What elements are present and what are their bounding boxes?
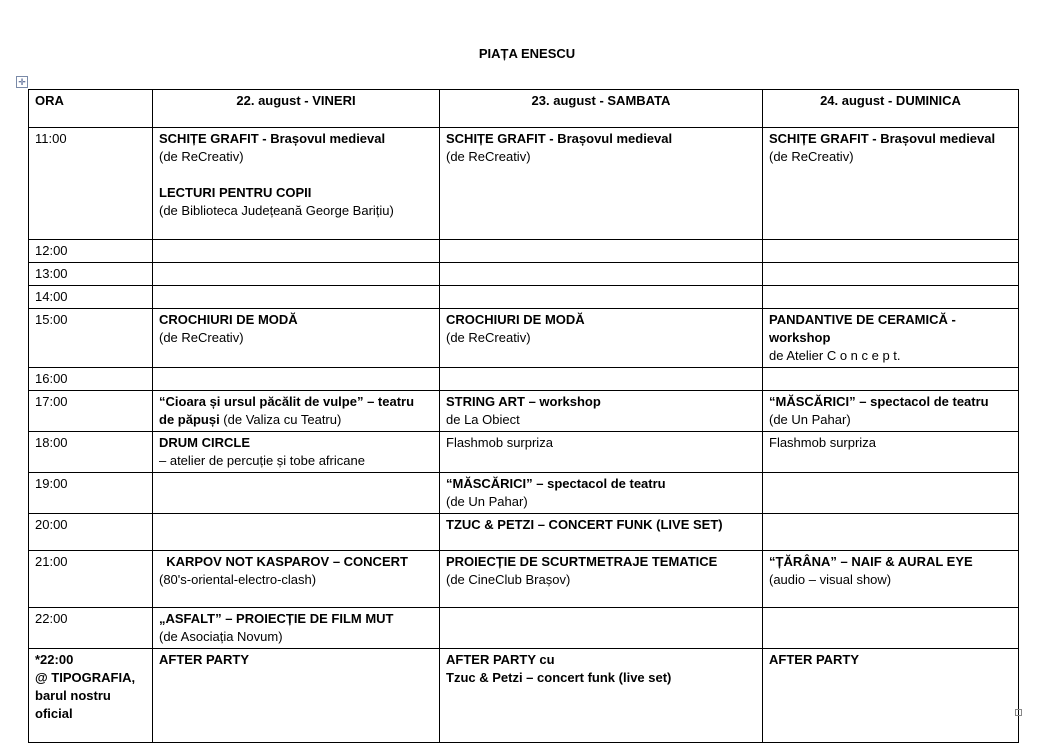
event-title: „ASFALT” – PROIECȚIE DE FILM MUT — [159, 611, 394, 626]
header-day-1: 22. august - VINERI — [153, 90, 440, 128]
event-org: de Atelier C o n c e p t. — [769, 348, 901, 363]
event-cell — [153, 473, 440, 514]
time-cell: 18:00 — [29, 432, 153, 473]
venue-line: barul nostru — [35, 688, 111, 703]
event-cell — [763, 128, 1019, 240]
table-move-handle-icon[interactable]: ✛ — [16, 76, 28, 88]
event-title: STRING ART – workshop — [446, 394, 601, 409]
event-org: (de Un Pahar) — [769, 412, 851, 427]
event-cell — [440, 649, 763, 743]
table-row — [29, 391, 1019, 432]
event-cell — [763, 649, 1019, 743]
time-cell: 15:00 — [29, 309, 153, 368]
table-row — [29, 432, 1019, 473]
event-cell — [440, 551, 763, 608]
event-title: AFTER PARTY cu — [446, 652, 555, 667]
time-cell: 14:00 — [29, 286, 153, 309]
event-title: DRUM CIRCLE — [159, 435, 250, 450]
time-cell: 22:00 — [29, 608, 153, 649]
event-title-cont: workshop — [769, 330, 831, 345]
venue-line: oficial — [35, 706, 73, 721]
time-cell: 20:00 — [29, 514, 153, 551]
event-org: (de Valiza cu Teatru) — [219, 412, 342, 427]
event-title: “ȚĂRÂNA” – NAIF & AURAL EYE — [769, 554, 973, 569]
event-title: “Cioara și ursul păcălit de vulpe” – teatru — [159, 394, 415, 409]
time-cell: 21:00 — [29, 551, 153, 608]
event-cell — [440, 128, 763, 240]
event-cell — [153, 649, 440, 743]
event-cell — [763, 286, 1019, 309]
event-title: AFTER PARTY — [159, 652, 250, 667]
event-cell — [440, 240, 763, 263]
event-cell — [153, 263, 440, 286]
time-cell: 13:00 — [29, 263, 153, 286]
event-org: (de Un Pahar) — [446, 494, 528, 509]
event-cell — [763, 368, 1019, 391]
event-cell — [153, 432, 440, 473]
table-row — [29, 551, 1019, 608]
event-cell — [763, 514, 1019, 551]
event-org: (de ReCreativ) — [446, 330, 531, 345]
event-title: CROCHIURI DE MODĂ — [159, 312, 298, 327]
blank-line — [159, 166, 433, 184]
time-cell: 19:00 — [29, 473, 153, 514]
event-cell — [440, 432, 763, 473]
time-cell: 11:00 — [29, 128, 153, 240]
table-row — [29, 368, 1019, 391]
event-cell — [763, 391, 1019, 432]
table-row — [29, 286, 1019, 309]
event-title: LECTURI PENTRU COPII — [159, 185, 312, 200]
event-title: PANDANTIVE DE CERAMICĂ - — [769, 312, 956, 327]
event-cell — [763, 432, 1019, 473]
event-cell — [763, 240, 1019, 263]
event-cell — [440, 391, 763, 432]
event-title: “MĂSCĂRICI” – spectacol de teatru — [769, 394, 989, 409]
header-day-3: 24. august - DUMINICA — [763, 90, 1019, 128]
event-title: AFTER PARTY — [769, 652, 860, 667]
event-desc: (80's-oriental-electro-clash) — [159, 572, 317, 587]
event-cell — [153, 391, 440, 432]
event-title: KARPOV NOT KASPAROV – CONCERT — [159, 554, 408, 569]
table-row — [29, 128, 1019, 240]
time-cell: 17:00 — [29, 391, 153, 432]
header-ora: ORA — [29, 90, 153, 128]
event-cell — [153, 309, 440, 368]
event-cell — [440, 263, 763, 286]
event-cell — [440, 608, 763, 649]
event-cell — [153, 514, 440, 551]
event-cell — [763, 473, 1019, 514]
page-title: PIAȚA ENESCU — [478, 46, 576, 61]
event-cell — [153, 240, 440, 263]
event-org: (de Asociația Novum) — [159, 629, 283, 644]
event-title: SCHIȚE GRAFIT - Brașovul medieval — [159, 131, 386, 146]
table-row — [29, 608, 1019, 649]
event-cell — [153, 128, 440, 240]
event-cell — [440, 309, 763, 368]
event-cell — [440, 514, 763, 551]
event-title-cont: de păpuși — [159, 412, 220, 427]
event-cell — [763, 263, 1019, 286]
event-org: (de ReCreativ) — [159, 330, 244, 345]
event-desc: Flashmob surpriza — [769, 435, 876, 450]
time-cell — [29, 649, 153, 743]
header-row — [29, 90, 1019, 128]
event-title: TZUC & PETZI – CONCERT FUNK (LIVE SET) — [446, 517, 723, 532]
event-desc: – atelier de percuție și tobe africane — [159, 453, 365, 468]
event-desc: Flashmob surpriza — [446, 435, 553, 450]
event-cell — [440, 473, 763, 514]
table-row — [29, 309, 1019, 368]
event-cell — [440, 286, 763, 309]
table-row — [29, 649, 1019, 743]
event-title-cont: Tzuc & Petzi – concert funk (live set) — [446, 670, 672, 685]
event-org: de La Obiect — [446, 412, 520, 427]
event-cell — [763, 309, 1019, 368]
table-resize-handle[interactable] — [1015, 709, 1022, 716]
event-cell — [440, 368, 763, 391]
event-title: SCHIȚE GRAFIT - Brașovul medieval — [446, 131, 673, 146]
event-cell — [153, 608, 440, 649]
table-row — [29, 240, 1019, 263]
event-org: (de Biblioteca Județeană George Barițiu) — [159, 203, 394, 218]
time-cell: 12:00 — [29, 240, 153, 263]
header-day-2: 23. august - SAMBATA — [440, 90, 763, 128]
table-row — [29, 473, 1019, 514]
event-cell — [763, 551, 1019, 608]
event-title: SCHIȚE GRAFIT - Brașovul medieval — [769, 131, 996, 146]
event-cell — [763, 608, 1019, 649]
time-label: *22:00 — [35, 652, 74, 667]
event-org: (de ReCreativ) — [159, 149, 244, 164]
venue-line: @ TIPOGRAFIA, — [35, 670, 136, 685]
schedule-table — [28, 89, 1019, 743]
event-cell — [153, 286, 440, 309]
time-cell: 16:00 — [29, 368, 153, 391]
event-title: “MĂSCĂRICI” – spectacol de teatru — [446, 476, 666, 491]
table-row — [29, 514, 1019, 551]
event-title: CROCHIURI DE MODĂ — [446, 312, 585, 327]
event-org: (de CineClub Brașov) — [446, 572, 571, 587]
event-title: PROIECȚIE DE SCURTMETRAJE TEMATICE — [446, 554, 718, 569]
event-org: (de ReCreativ) — [446, 149, 531, 164]
table-row — [29, 263, 1019, 286]
event-cell — [153, 368, 440, 391]
event-desc: (audio – visual show) — [769, 572, 892, 587]
event-org: (de ReCreativ) — [769, 149, 854, 164]
event-cell — [153, 551, 440, 608]
